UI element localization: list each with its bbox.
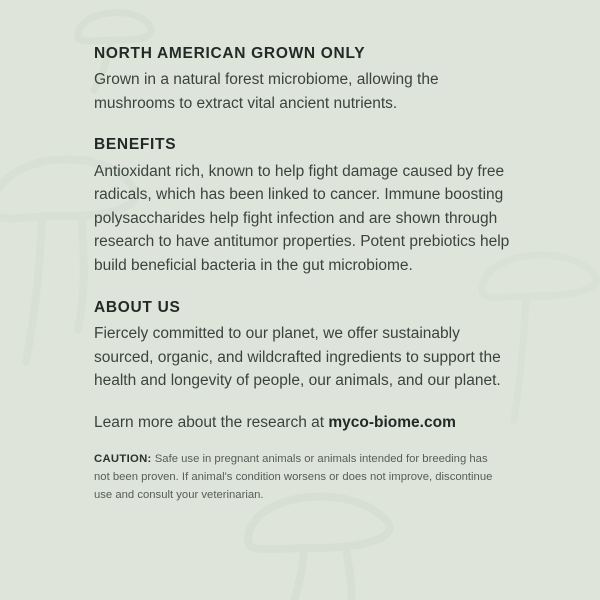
section-body: Fiercely committed to our planet, we offer sustainably sourced, organic, and wildcrafted ingredients to support the health and longevity of people, our animals, and our planet. [94,324,501,390]
section-benefits [94,135,514,277]
section-heading: BENEFITS [94,136,177,154]
section-heading: NORTH AMERICAN GROWN ONLY [94,45,366,62]
learn-more-prefix: Learn more about the research at [94,413,329,431]
section-body: Grown in a natural forest microbiome, allowing the mushrooms to extract vital ancient nutrients. [94,71,439,112]
section-heading: ABOUT US [94,298,181,316]
learn-more-line [94,411,514,434]
website-link[interactable]: myco-biome.com [328,413,456,431]
section-body: Antioxidant rich, known to help fight damage caused by free radicals, which has been linked to cancer. Immune boosting polysaccharides help fight infection and are shown through research to have antitumor properties. Potent prebiotics help build beneficial bacteria in the gut microbiome. [94,162,510,275]
caution-note [94,450,494,505]
label-content [94,44,514,505]
caution-label: CAUTION: [94,452,152,465]
section-north-american-grown [94,44,514,115]
section-about-us [94,298,514,393]
caution-text: Safe use in pregnant animals or animals intended for breeding has not been proven. If animal's condition worsens or does not improve, discontinue use and consult your veterinarian. [94,452,493,502]
